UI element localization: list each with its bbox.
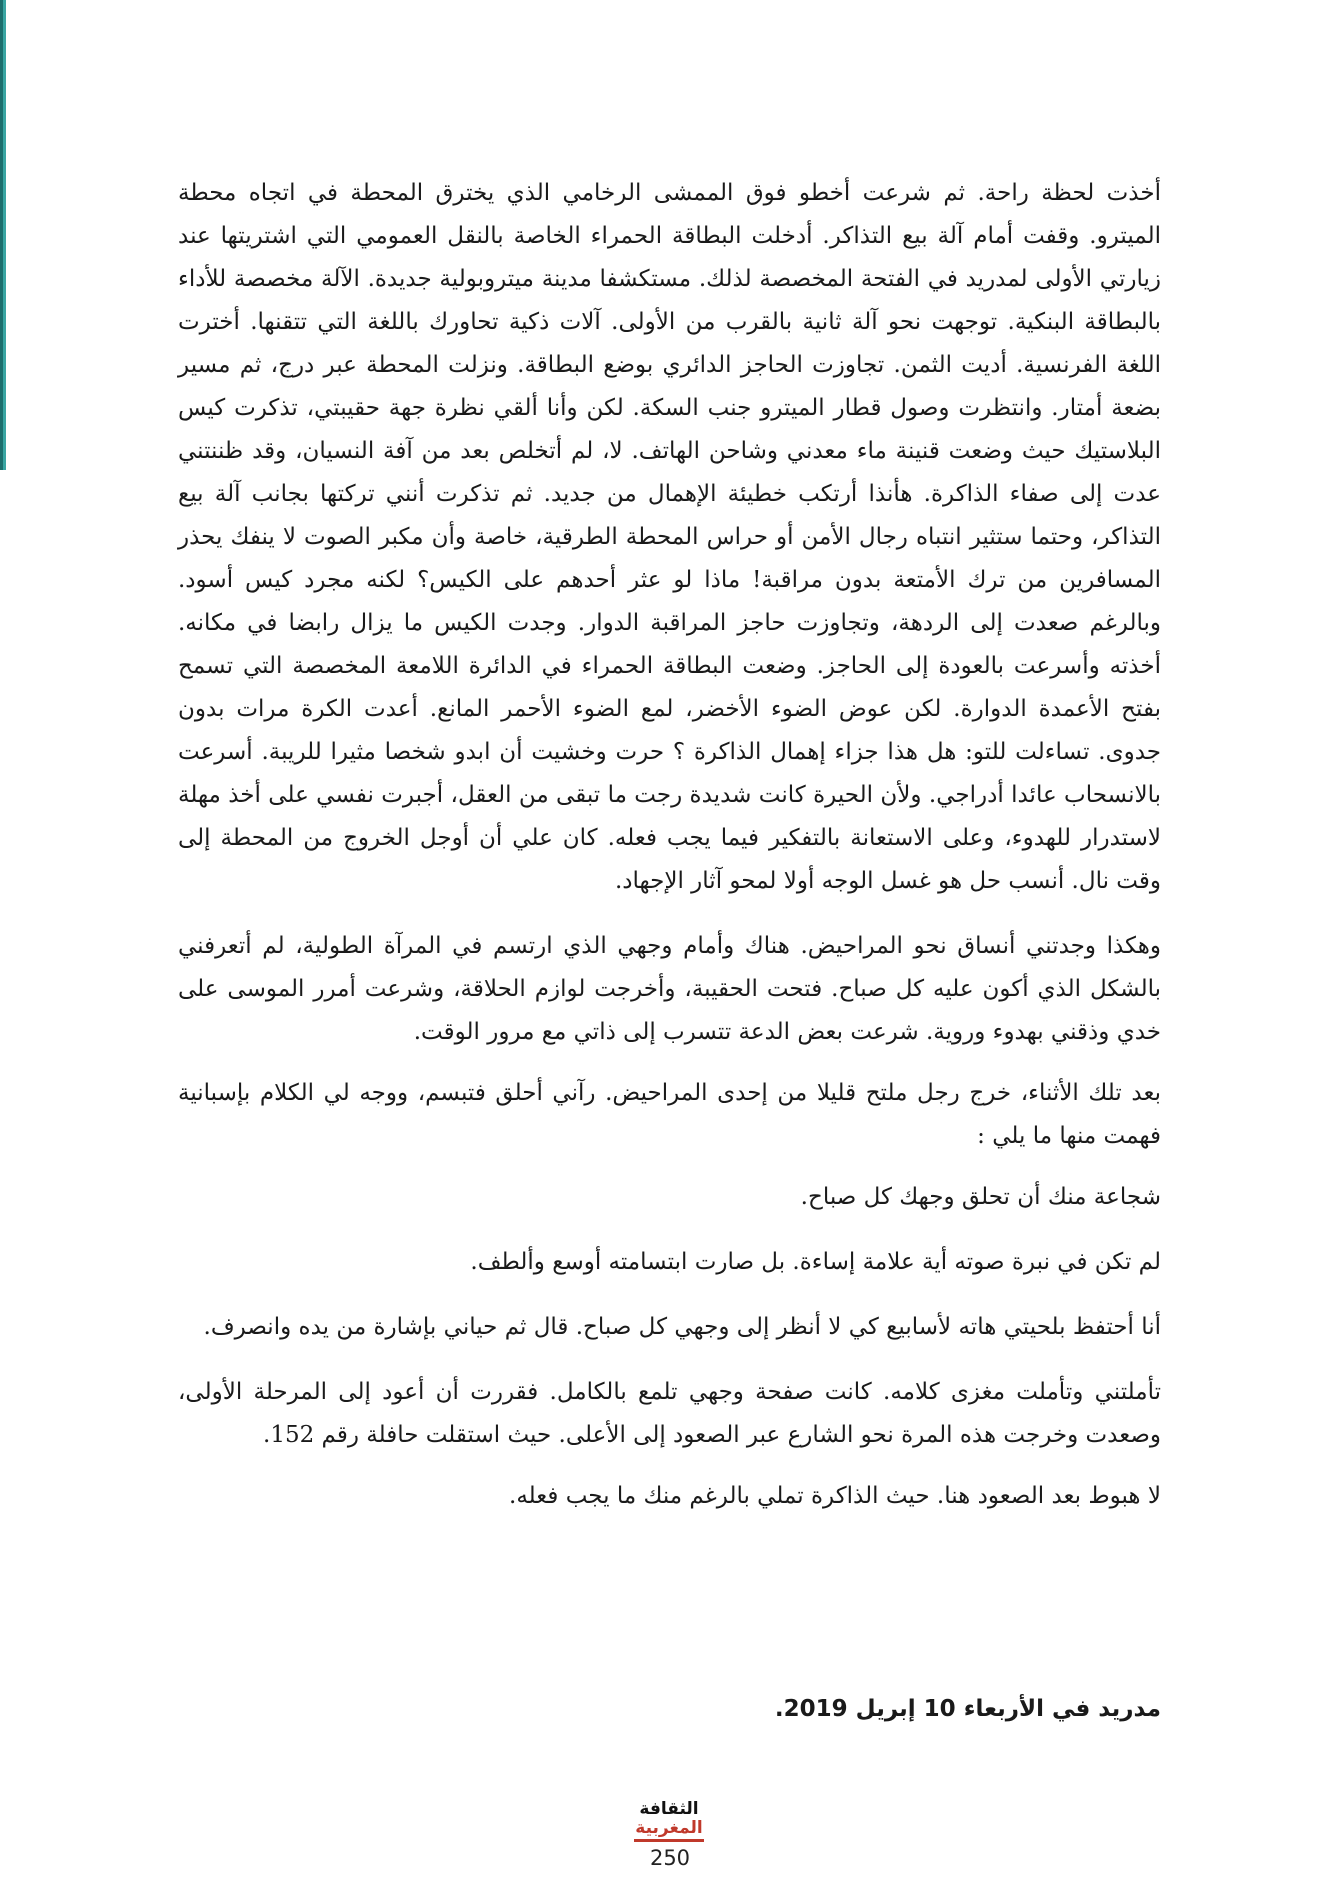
paragraph-closing: لا هبوط بعد الصعود هنا. حيث الذاكرة تملي بالرغم منك ما يجب فعله. xyxy=(509,1483,1161,1509)
magazine-logo xyxy=(624,1800,714,1842)
logo-underline xyxy=(634,1839,704,1842)
logo-line-1: الثقافة xyxy=(639,1799,699,1819)
paragraph-bearded-man: بعد تلك الأثناء، خرج رجل ملتح قليلا من إحدى المراحيض. رآني أحلق فتبسم، ووجه لي الكلام بإسبانية فهمت منها ما يلي : xyxy=(178,1080,1161,1149)
paragraph-metro: أخذت لحظة راحة. ثم شرعت أخطو فوق الممشى الرخامي الذي يخترق المحطة في اتجاه محطة الميترو. وقفت أمام آلة بيع التذاكر. أدخلت البطاقة الحمراء الخاصة بالنقل العمومي التي اشتريتها عند زيارتي الأولى لمدريد في الفتحة المخصصة لذلك. مستكشفا مدينة ميتروبولية جديدة. الآلة مخصصة للأداء بالبطاقة البنكية. توجهت نحو آلة ثانية بالقرب من الأولى. آلات ذكية تحاورك باللغة التي تتقنها. أخترت اللغة الفرنسية. أديت الثمن. تجاوزت الحاجز الدائري بوضع البطاقة. ونزلت المحطة عبر درج، ثم مسير بضعة أمتار. وانتظرت وصول قطار الميترو جنب السكة. لكن وأنا ألقي نظرة جهة حقيبتي، تذكرت كيس البلاستيك حيث وضعت قنينة ماء معدني وشاحن الهاتف. لا، لم أتخلص بعد من آفة النسيان، وقد ظننتني عدت إلى صفاء الذاكرة. هأنذا أرتكب خطيئة الإهمال من جديد. ثم تذكرت أنني تركتها بجانب آلة بيع التذاكر، وحتما ستثير انتباه رجال الأمن أو حراس المحطة الطرقية، خاصة وأن مكبر الصوت لا ينفك يحذر المسافرين من ترك الأمتعة بدون مراقبة! ماذا لو عثر أحدهم على الكيس؟ لكنه مجرد كيس أسود. وبالرغم صعدت إلى الردهة، وتجاوزت حاجز المراقبة الدوار. وجدت الكيس ما يزال رابضا في مكانه. أخذته وأسرعت بالعودة إلى الحاجز. وضعت البطاقة الحمراء في الدائرة اللامعة المخصصة التي تسمح بفتح الأعمدة الدوارة. لكن عوض الضوء الأخضر، لمع الضوء الأحمر المانع. أعدت الكرة مرات بدون جدوى. تساءلت للتو: هل هذا جزاء إهمال الذاكرة ؟ حرت وخشيت أن ابدو شخصا مثيرا للريبة. أسرعت بالانسحاب عائدا أدراجي. ولأن الحيرة كانت شديدة رجت ما تبقى من العقل، أجبرت نفسي على أخذ مهلة لاستدرار للهدوء، وعلى الاستعانة بالتفكير فيما يجب فعله. كان علي أن أوجل الخروج من المحطة إلى وقت نال. أنسب حل هو غسل الوجه أولا لمحو آثار الإجهاد. xyxy=(178,180,1161,894)
logo-line-2: المغربية xyxy=(635,1818,703,1838)
page-number: 250 xyxy=(649,1846,691,1870)
signoff-date-line: مدريد في الأربعاء 10 إبريل 2019. xyxy=(774,1696,1161,1722)
paragraph-tone: لم تكن في نبرة صوته أية علامة إساءة. بل صارت ابتسامته أوسع وألطف. xyxy=(470,1249,1161,1275)
paragraph-quote-courage: شجاعة منك أن تحلق وجهك كل صباح. xyxy=(800,1184,1161,1210)
paragraph-reflection: تأملتني وتأملت مغزى كلامه. كانت صفحة وجهي تلمع بالكامل. فقررت أن أعود إلى المرحلة الأولى، وصعدت وخرجت هذه المرة نحو الشارع عبر الصعود إلى الأعلى. حيث استقلت حافلة رقم 152. xyxy=(178,1379,1161,1448)
paragraph-restrooms: وهكذا وجدتني أنساق نحو المراحيض. هناك وأمام وجهي الذي ارتسم في المرآة الطولية، لم أتعرفني بالشكل الذي أكون عليه كل صباح. فتحت الحقيبة، وأخرجت لوازم الحلاقة، وشرعت أمرر الموسى على خدي وذقني بهدوء وروية. شرعت بعض الدعة تتسرب إلى ذاتي مع مرور الوقت. xyxy=(178,933,1161,1045)
page-edge-accent-dark xyxy=(0,0,3,470)
page-body xyxy=(178,172,1161,1540)
paragraph-beard: أنا أحتفظ بلحيتي هاته لأسابيع كي لا أنظر إلى وجهي كل صباح. قال ثم حياني بإشارة من يده وانصرف. xyxy=(203,1314,1161,1340)
